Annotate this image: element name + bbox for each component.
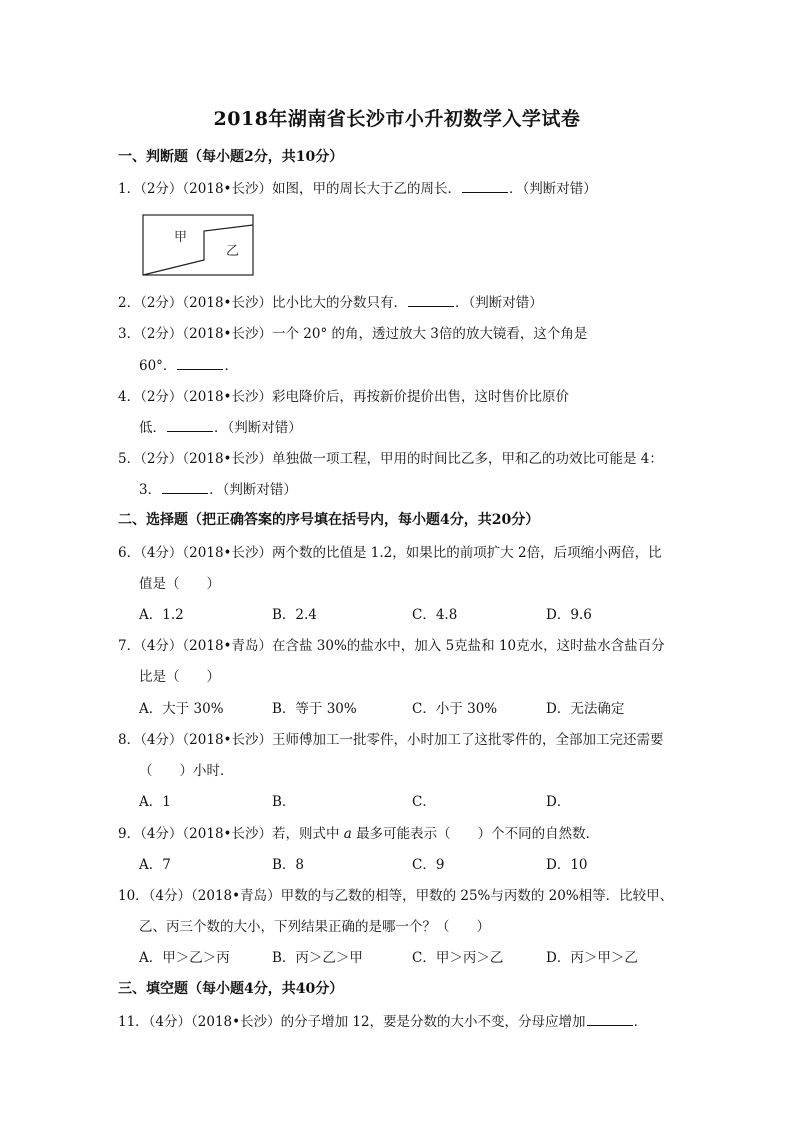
figure-label-yi: 乙 xyxy=(226,244,240,259)
section-choice-heading: 二、选择题（把正确答案的序号填在括号内，每小题4分，共20分） xyxy=(118,512,540,528)
section-judgement-heading: 一、判断题（每小题2分，共10分） xyxy=(118,149,344,165)
question-2-tail: ．（判断对错） xyxy=(455,295,543,311)
q8-option-b[interactable]: B． xyxy=(272,794,296,810)
q9-option-a[interactable]: A．7 xyxy=(139,857,171,873)
question-3-continued xyxy=(139,354,238,374)
q8-option-d[interactable]: D． xyxy=(546,794,571,810)
question-1 xyxy=(118,177,597,197)
question-4: 4．（2分）（2018•长沙）彩电降价后，再按新价提价出售，这时售价比原价 xyxy=(118,389,569,405)
q7-option-c[interactable]: C．小于 30% xyxy=(412,701,498,717)
question-9-text-a: 9．（4分）（2018•长沙）若，则式中 xyxy=(118,826,344,842)
question-2-text: 2．（2分）（2018•长沙）比小比大的分数只有． xyxy=(118,295,407,311)
question-7: 7．（4分）（2018•青岛）在含盐 30%的盐水中，加入 5克盐和 10克水，这时盐水含盐百分 xyxy=(118,638,665,654)
question-4-tail: ．（判断对错） xyxy=(214,420,302,436)
page-title: 2018年湖南省长沙市小升初数学入学试卷 xyxy=(213,108,581,130)
q10-option-b[interactable]: B．丙＞乙＞甲 xyxy=(272,950,363,966)
q6-option-a[interactable]: A．1.2 xyxy=(139,607,184,623)
perimeter-figure xyxy=(142,214,254,276)
figure-label-jia: 甲 xyxy=(174,230,188,245)
q10-option-d[interactable]: D．丙＞甲＞乙 xyxy=(546,950,638,966)
q9-option-d[interactable]: D．10 xyxy=(546,857,588,873)
question-5-cont: 3． xyxy=(139,482,162,498)
answer-blank[interactable] xyxy=(587,1013,633,1026)
answer-blank[interactable] xyxy=(462,180,508,193)
question-9-variable: a xyxy=(343,826,352,842)
q7-option-b[interactable]: B．等于 30% xyxy=(272,701,357,717)
answer-blank[interactable] xyxy=(408,294,454,307)
q7-option-a[interactable]: A．大于 30% xyxy=(139,701,224,717)
question-11-tail: ． xyxy=(633,1014,648,1030)
question-9-text-b: 最多可能表示（ ）个不同的自然数． xyxy=(351,826,600,842)
question-3: 3．（2分）（2018•长沙）一个 20° 的角，透过放大 3倍的放大镜看，这个角是 xyxy=(118,326,588,342)
section-fill-heading: 三、填空题（每小题4分，共40分） xyxy=(118,981,344,997)
question-8: 8．（4分）（2018•长沙）王师傅加工一批零件，小时加工了这批零件的，全部加工完还需要 xyxy=(118,732,664,748)
q6-option-d[interactable]: D．9.6 xyxy=(546,607,592,623)
question-5-continued xyxy=(139,478,297,498)
question-11-text: 11．（4分）（2018•长沙）的分子增加 12，要是分数的大小不变，分母应增加 xyxy=(118,1014,586,1030)
question-9 xyxy=(118,822,599,842)
question-10: 10．（4分）（2018•青岛）甲数的与乙数的相等，甲数的 25%与丙数的 20%相等．比较甲、 xyxy=(118,888,674,904)
question-3-tail: ． xyxy=(224,358,238,374)
question-3-cont: 60°． xyxy=(139,358,177,374)
question-8-continued: （ ）小时． xyxy=(139,763,234,779)
question-5-tail: ．（判断对错） xyxy=(209,482,297,498)
question-1-text: 1．（2分）（2018•长沙）如图，甲的周长大于乙的周长． xyxy=(118,181,461,197)
answer-blank[interactable] xyxy=(177,357,223,370)
question-4-cont: 低． xyxy=(139,420,166,436)
answer-blank[interactable] xyxy=(167,419,213,432)
q10-option-c[interactable]: C．甲＞丙＞乙 xyxy=(412,950,504,966)
question-7-continued: 比是（ ） xyxy=(139,669,220,685)
answer-blank[interactable] xyxy=(162,481,208,494)
question-6-continued: 值是（ ） xyxy=(139,576,220,592)
q8-option-a[interactable]: A．1 xyxy=(139,794,171,810)
question-4-continued xyxy=(139,416,302,436)
q6-option-b[interactable]: B．2.4 xyxy=(272,607,317,623)
question-11 xyxy=(118,1010,647,1030)
q9-option-b[interactable]: B．8 xyxy=(272,857,305,873)
question-2 xyxy=(118,291,543,311)
q8-option-c[interactable]: C． xyxy=(412,794,436,810)
q6-option-c[interactable]: C．4.8 xyxy=(412,607,458,623)
q7-option-d[interactable]: D．无法确定 xyxy=(546,701,625,717)
q9-option-c[interactable]: C．9 xyxy=(412,857,445,873)
question-1-tail: ．（判断对错） xyxy=(509,181,597,197)
q10-option-a[interactable]: A．甲＞乙＞丙 xyxy=(139,950,230,966)
question-5: 5．（2分）（2018•长沙）单独做一项工程，甲用的时间比乙多，甲和乙的功效比可能是 4： xyxy=(118,451,663,467)
question-6: 6．（4分）（2018•长沙）两个数的比值是 1.2，如果比的前项扩大 2倍，后项缩小两倍，比 xyxy=(118,545,662,561)
question-10-continued: 乙、丙三个数的大小，下列结果正确的是哪一个？（ ） xyxy=(139,919,490,935)
